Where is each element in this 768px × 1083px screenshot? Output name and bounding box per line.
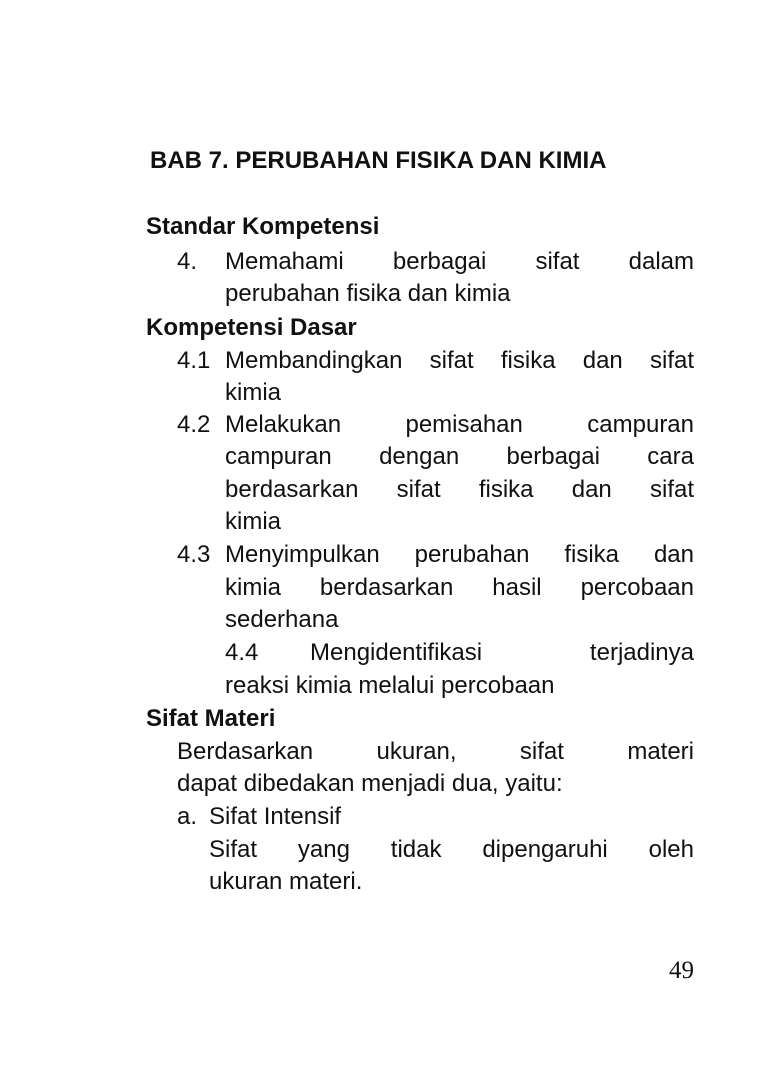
kd-item-line: Melakukan pemisahan campuran [225, 411, 694, 438]
sk-item-line: Memahami berbagai sifat dalam [225, 248, 694, 275]
kd-item-line: reaksi kimia melalui percobaan [225, 672, 555, 699]
kd-item-line: kimia berdasarkan hasil percobaan [225, 574, 694, 601]
chapter-title: BAB 7. PERUBAHAN FISIKA DAN KIMIA [150, 147, 607, 174]
kd-item-line: Mengidentifikasi terjadinya [310, 639, 694, 666]
kd-item-number: 4.3 [177, 541, 211, 568]
sk-item-line: perubahan fisika dan kimia [225, 280, 511, 307]
sk-item-number: 4. [177, 248, 198, 275]
kd-item-line: Menyimpulkan perubahan fisika dan [225, 541, 694, 568]
kd-item-line: kimia [225, 508, 282, 535]
kd-item-number: 4.1 [177, 347, 211, 374]
standar-kompetensi-heading: Standar Kompetensi [146, 213, 380, 240]
kd-item-line: campuran dengan berbagai cara [225, 443, 694, 470]
subsection-title: Sifat Intensif [209, 803, 342, 830]
kd-item-number: 4.4 [225, 639, 259, 666]
subsection-body: Sifat yang tidak dipengaruhi oleh [209, 836, 694, 863]
page-number: 49 [669, 957, 694, 984]
sifat-materi-heading: Sifat Materi [146, 705, 276, 732]
kd-item-line: kimia [225, 379, 282, 406]
kompetensi-dasar-heading: Kompetensi Dasar [146, 314, 357, 341]
kd-item-number: 4.2 [177, 411, 211, 438]
sifat-materi-intro: Berdasarkan ukuran, sifat materi [177, 738, 694, 765]
kd-item-line: berdasarkan sifat fisika dan sifat [225, 476, 694, 503]
kd-item-line: sederhana [225, 606, 339, 633]
kd-item-line: Membandingkan sifat fisika dan sifat [225, 347, 694, 374]
subsection-body: ukuran materi. [209, 868, 363, 895]
sifat-materi-intro: dapat dibedakan menjadi dua, yaitu: [177, 770, 563, 797]
subsection-label: a. [177, 803, 198, 830]
